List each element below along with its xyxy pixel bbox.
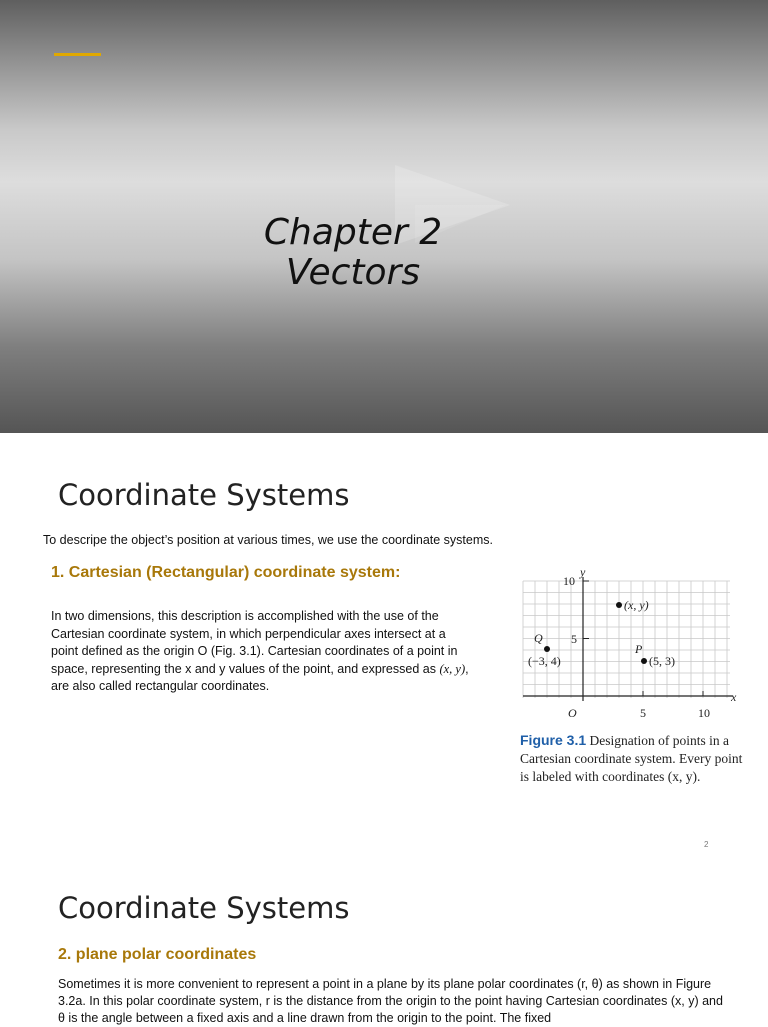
x-axis-label: x <box>731 690 737 704</box>
point-xy-label: (x, y) <box>624 598 649 612</box>
page-number: 2 <box>704 840 709 849</box>
y-tick-label-10: 10 <box>563 574 575 588</box>
slide-heading: Coordinate Systems <box>58 891 350 925</box>
point-p-coords: (5, 3) <box>649 654 675 668</box>
point-q-name: Q <box>534 631 543 645</box>
point-xy-marker <box>616 602 622 608</box>
x-tick-label-10: 10 <box>698 706 710 720</box>
body-paragraph <box>51 608 476 696</box>
slide-title <box>0 213 706 293</box>
point-p-marker <box>641 658 647 664</box>
body-math: (x, y) <box>439 661 466 676</box>
body-paragraph: Sometimes it is more convenient to represent a point in a plane by its plane polar coordinates (r, θ) as shown in Figure 3.2a. In this polar coordinate system, r is the distance from the origin to the point having Cartesian coordinates (x, y) and θ is the angle between a fixed axis and a line drawn from the origin to the point. The fixed <box>58 977 723 1025</box>
section-subheading: 1. Cartesian (Rectangular) coordinate system: <box>51 564 401 581</box>
polar-slide <box>0 863 768 1024</box>
figure-label: Figure 3.1 <box>520 732 587 748</box>
slide-heading: Coordinate Systems <box>58 478 350 512</box>
y-axis-label: y <box>580 565 586 579</box>
title-line-1: Chapter 2 <box>263 212 443 253</box>
origin-label: O <box>568 706 577 720</box>
title-line-2: Vectors <box>285 252 421 293</box>
x-tick-label-5: 5 <box>640 706 646 720</box>
cartesian-slide <box>0 433 768 863</box>
cartesian-figure <box>515 565 743 723</box>
title-slide <box>0 0 768 433</box>
intro-text: To descripe the object’s position at various times, we use the coordinate systems. <box>43 533 493 547</box>
point-p-name: P <box>635 642 643 656</box>
body-text-part-1: In two dimensions, this description is accomplished with the use of the Cartesian coordinate system, in which perpendicular axes intersect at a point defined as the origin O (Fig. 3.1). Cartesian coordinates of a point in space, representing the x and y values of the point, and expressed as <box>51 609 458 676</box>
section-subheading: 2. plane polar coordinates <box>58 946 257 963</box>
figure-caption-text: Designation of points in a Cartesian coordinate system. Every point is labeled with coordinates (x, y). <box>520 733 743 784</box>
accent-bar <box>54 53 101 56</box>
point-q-marker <box>544 646 550 652</box>
body-text-part-2: , are also called rectangular coordinates. <box>51 661 469 693</box>
point-q-coords: (−3, 4) <box>528 654 561 668</box>
figure-caption <box>520 731 748 786</box>
y-tick-label-5: 5 <box>571 632 577 646</box>
